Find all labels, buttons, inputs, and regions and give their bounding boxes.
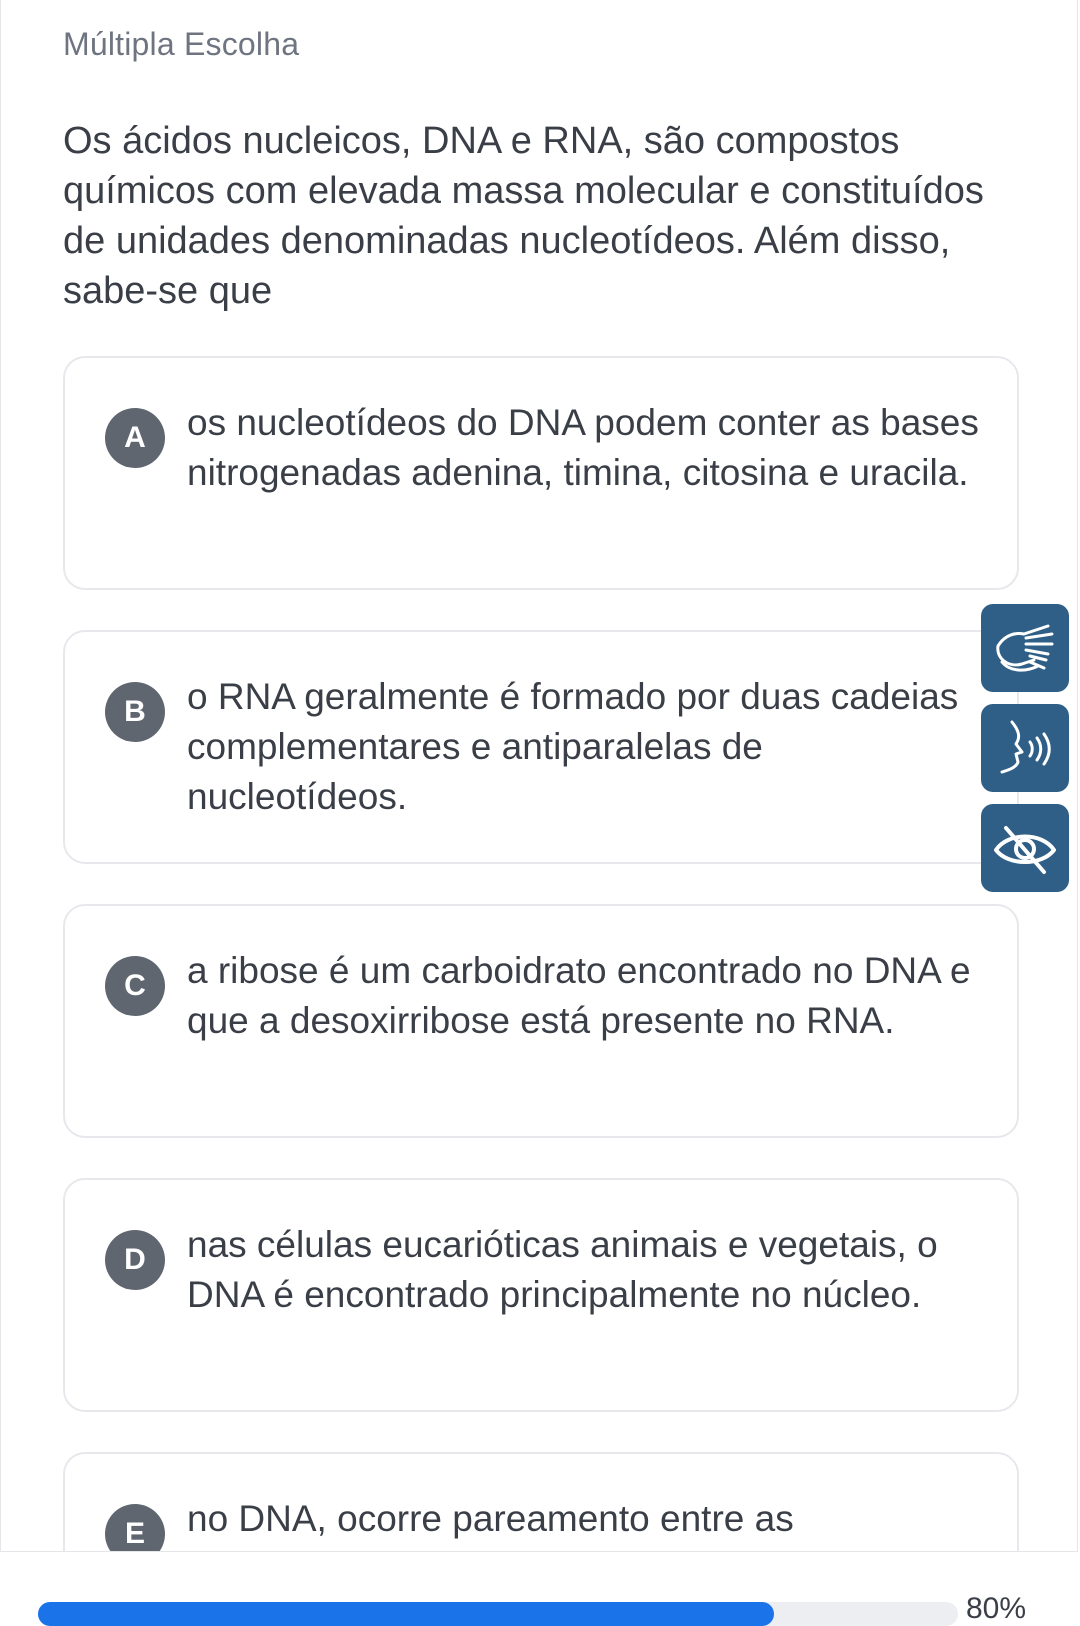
hide-contrast-button[interactable] <box>981 804 1069 892</box>
option-a[interactable] <box>63 356 1019 590</box>
option-d[interactable] <box>63 1178 1019 1412</box>
sign-language-hands-icon <box>990 616 1060 680</box>
question-text: Os ácidos nucleicos, DNA e RNA, são compostos químicos com elevada massa molecular e constituídos de unidades denominadas nucleotídeos. Além disso, sabe-se que <box>63 120 984 312</box>
option-b[interactable] <box>63 630 1019 864</box>
question-type-label: Múltipla Escolha <box>63 26 300 62</box>
option-e[interactable] <box>63 1452 1019 1552</box>
eye-slash-icon <box>990 816 1060 880</box>
option-letter-badge: D <box>105 1230 165 1290</box>
option-text: a ribose é um carboidrato encontrado no DNA e que a desoxirribose está presente no RNA. <box>187 950 971 1041</box>
speaking-head-audio-icon <box>990 716 1060 780</box>
progress-percentage: 80% <box>966 1592 1027 1625</box>
option-letter-badge: B <box>105 682 165 742</box>
option-text: no DNA, ocorre pareamento entre as <box>187 1498 794 1539</box>
progress-bar <box>38 1602 958 1626</box>
option-text: nas células eucarióticas animais e vegetais, o DNA é encontrado principalmente no núcleo. <box>187 1224 938 1315</box>
option-letter-badge: C <box>105 956 165 1016</box>
option-text: os nucleotídeos do DNA podem conter as bases nitrogenadas adenina, timina, citosina e uracila. <box>187 402 979 493</box>
sign-language-button[interactable] <box>981 604 1069 692</box>
option-letter-badge: A <box>105 408 165 468</box>
audio-reader-button[interactable] <box>981 704 1069 792</box>
option-c[interactable] <box>63 904 1019 1138</box>
option-text: o RNA geralmente é formado por duas cadeias complementares e antiparalelas de nucleotídeos. <box>187 676 959 817</box>
option-letter-badge: E <box>105 1504 165 1552</box>
progress-bar-fill <box>38 1602 774 1626</box>
